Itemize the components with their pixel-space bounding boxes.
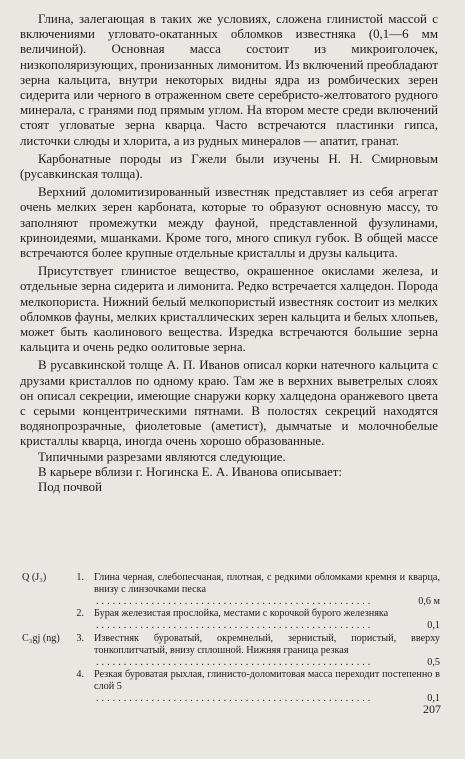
dot-leader: .................................................. [96,620,374,632]
layer-row [22,572,440,607]
paragraph-3: Верхний доломитизированный известняк представляет из себя агрегат очень мелких зерен карбоната, которые то образуют основную массу, то заполняют промежутки между фауной, представленной фузулинами, криноидеями, мшанками. Кроме того, много спикул губок. В общей массе встречаются более крупные отдельные кристаллы и друзы кальцита. [20,185,438,261]
layer-thickness-line [94,620,440,632]
layer-row [22,633,440,668]
paragraph-4: Присутствует глинистое вещество, окрашенное окислами железа, и отдельные зерна сидерита и лимонита. Редко встречается халцедон. Порода мелкопориста. Нижний белый мелкопористый известняк состоит из мелких обломков фауны, мелких кристаллических зерен кальцита и белых хлопьев, может быть каолинового вещества. Изредка встречаются большие зерна кальцита и очень редко оолитовые зерна. [20,264,438,355]
layer-description [94,572,440,607]
layer-text: Глина черная, слебопесчаная, плотная, с редкими обломками кремня и кварца, внизу с линзочками песка [94,572,440,595]
paragraph-5: В русавкинской толще А. П. Иванов описал корки натечного кальцита с друзами кристаллов по одному краю. Там же в верхних выветрелых слоях он описал секреции, имеющие снаружи корку халцедона оранжевого цвета с серыми концентрическими пятнами. В полостях секреций находятся водянопрозрачные, фиолетовые (аметист), дымчатые и молочнобелые кристаллы кварца, иногда очень хорошо образованные. [20,358,438,449]
section-subheading: Под почвой [38,480,102,495]
layer-index [22,669,64,704]
layer-thickness: 0,1 [427,692,440,704]
page-number: 207 [423,702,441,716]
layer-number: 2. [76,608,84,620]
layer-thickness: 0,5 [427,656,440,668]
section-heading: Типичными разрезами являются следующие. [38,449,286,464]
layer-thickness: 0,6 м [418,595,440,607]
layer-text: Резкая буроватая рыхлая, глинисто-доломитовая масса переходит постепенно в слой 5 [94,669,440,693]
layer-description [94,669,440,704]
layer-thickness-line [94,596,440,608]
paragraph-2: Карбонатные породы из Гжели были изучены Н. Н. Смирновым (русавкинская толща). [20,151,438,182]
section-intro: В карьере вблизи г. Ногинска Е. А. Иванова описывает: [38,464,343,479]
layer-number: 1. [76,572,84,583]
layer-index: C₃gj (ng) [22,632,60,644]
dot-leader: .................................................. [96,595,374,607]
layer-thickness-line [94,693,440,705]
stratigraphic-section [22,571,440,705]
dot-leader: .................................................. [96,692,374,704]
layer-description [94,608,440,632]
layer-row [22,608,440,632]
layer-text: Известняк буроватый, окремнелый, зернистый, пористый, вверху тонкоплитчатый, внизу сплошной. Нижняя граница резкая [94,632,440,656]
layer-index [22,608,64,632]
dot-leader: .................................................. [96,656,374,668]
layer-number: 4. [76,669,84,681]
paragraph-1: Глина, залегающая в таких же условиях, сложена глинистой массой с включениями угловато-окатанных обломков известняка (0,1—6 мм величиной). Основная масса состоит из микроиголочек, низкополяризующих, пронизанных лимонитом. Из включений преобладают зерна кальцита, внутри некоторых видны ядра из ромбических зерен сидерита или черного в отраженном свете серебристо-желтоватого рудного минерала, с гранями под прямым углом. На втором месте среди включений стоят угловатые зерна кварца. Часто встречаются пластинки гипса, листочки слюды и хлорита, а из рудных минералов — апатит, гранат. [20,12,438,148]
layer-description [94,633,440,668]
layer-number: 3. [76,632,84,644]
layer-thickness: 0,1 [427,620,440,632]
layer-text: Бурая железистая прослойка, местами с корочкой бурого железняка [94,608,389,620]
layer-thickness-line [94,657,440,669]
layer-index: Q (J₃) [22,572,47,583]
layer-row [22,669,440,704]
body-text [20,12,438,495]
